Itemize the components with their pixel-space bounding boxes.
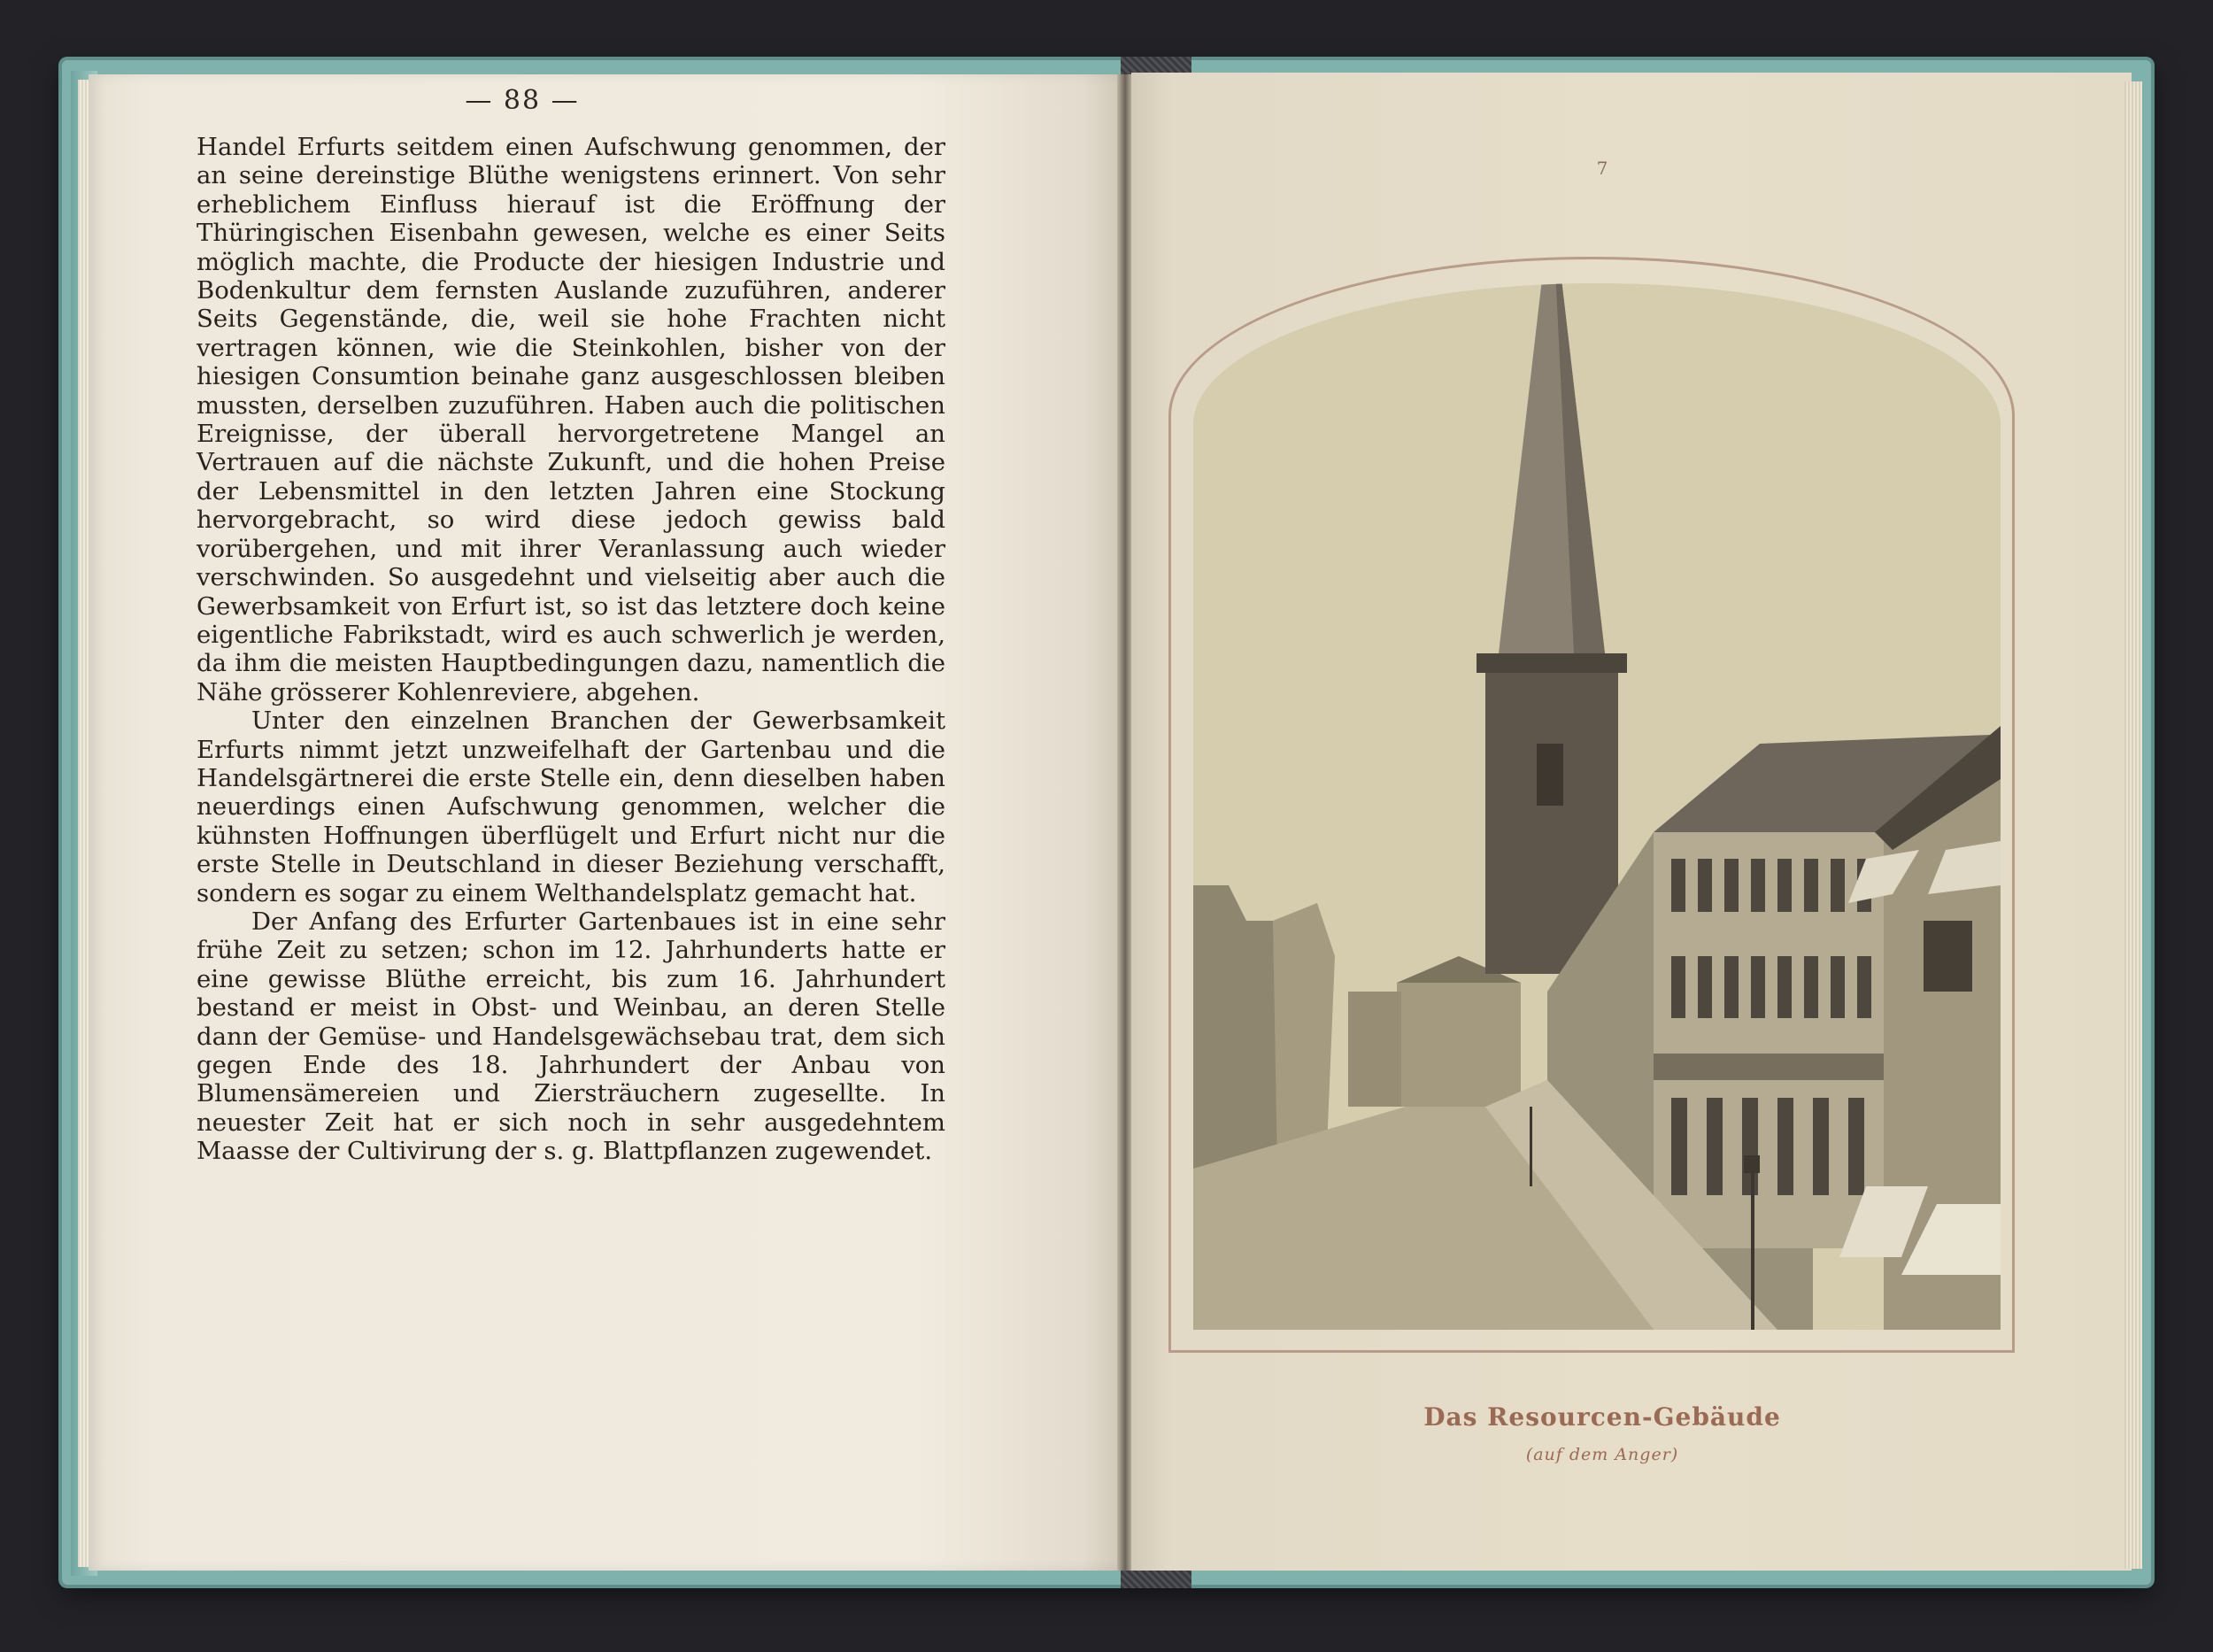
photo-caption-subtitle: (auf dem Anger): [1525, 1445, 1679, 1464]
photo-caption-title: Das Resourcen-Gebäude: [1423, 1402, 1781, 1432]
page-stack-right: [2124, 81, 2142, 1569]
photograph: [1193, 283, 2001, 1330]
plate-number: 7: [1596, 158, 1608, 179]
paragraph-2: Unter den einzelnen Branchen der Gewerbsamkeit Erfurts nimmt jetzt unzweifelhaft der Gartenbau und die Handelsgärtnerei die erste Stelle ein, denn dieselben haben neuerdings einen Aufschwung genommen, welcher die kühnsten Hoffnungen überflügelt und Erfurt nicht nur die erste Stelle in Deutschland in dieser Beziehung verschafft, sondern es sogar zu einem Welthandelsplatz gemacht hat.: [197, 706, 945, 907]
body-text: [197, 133, 945, 1166]
street-scene-illustration: [1193, 283, 2001, 1330]
paragraph-3: Der Anfang des Erfurter Gartenbaues ist in eine sehr frühe Zeit zu setzen; schon im 12. Jahrhunderts hatte er eine gewisse Blüthe erreicht, bis zum 16. Jahrhundert bestand er meist in Obst- und Weinbau, an deren Stelle dann der Gemüse- und Handelsgewächsebau trat, dem sich gegen Ende des 18. Jahrhundert der Anbau von Blumensämereien und Ziersträuchern zugesellte. In neuester Zeit hat er sich noch in sehr ausgedehntem Maasse der Cultivirung der s. g. Blattpflanzen zugewendet.: [197, 907, 945, 1166]
paragraph-1: Handel Erfurts seitdem einen Aufschwung genommen, der an seine dereinstige Blüthe wenigstens erinnert. Von sehr erheblichem Einfluss hierauf ist die Eröffnung der Thüringischen Eisenbahn gewesen, welche es einer Seits möglich machte, die Producte der hiesigen Industrie und Bodenkultur dem fernsten Auslande zuzuführen, anderer Seits Gegenstände, die, weil sie hohe Frachten nicht vertragen können, wie die Steinkohlen, bisher von der hiesigen Consumtion beinahe ganz ausgeschlossen bleiben mussten, derselben zuzuführen. Haben auch die politischen Ereignisse, der überall hervorgetretene Mangel an Vertrauen auf die nächste Zukunft, und die hohen Preise der Lebensmittel in den letzten Jahren eine Stockung hervorgebracht, so wird diese jedoch gewiss bald vorübergehen, und mit ihrer Veranlassung auch wieder verschwinden. So ausgedehnt und vielseitig aber auch die Gewerbsamkeit von Erfurt ist, so ist das letztere doch keine eigentliche Fabrikstadt, wird es auch schwerlich je werden, da ihm die meisten Hauptbedingungen dazu, namentlich die Nähe grösserer Kohlenreviere, abgehen.: [197, 133, 945, 706]
page-number: — 88 —: [465, 85, 580, 116]
